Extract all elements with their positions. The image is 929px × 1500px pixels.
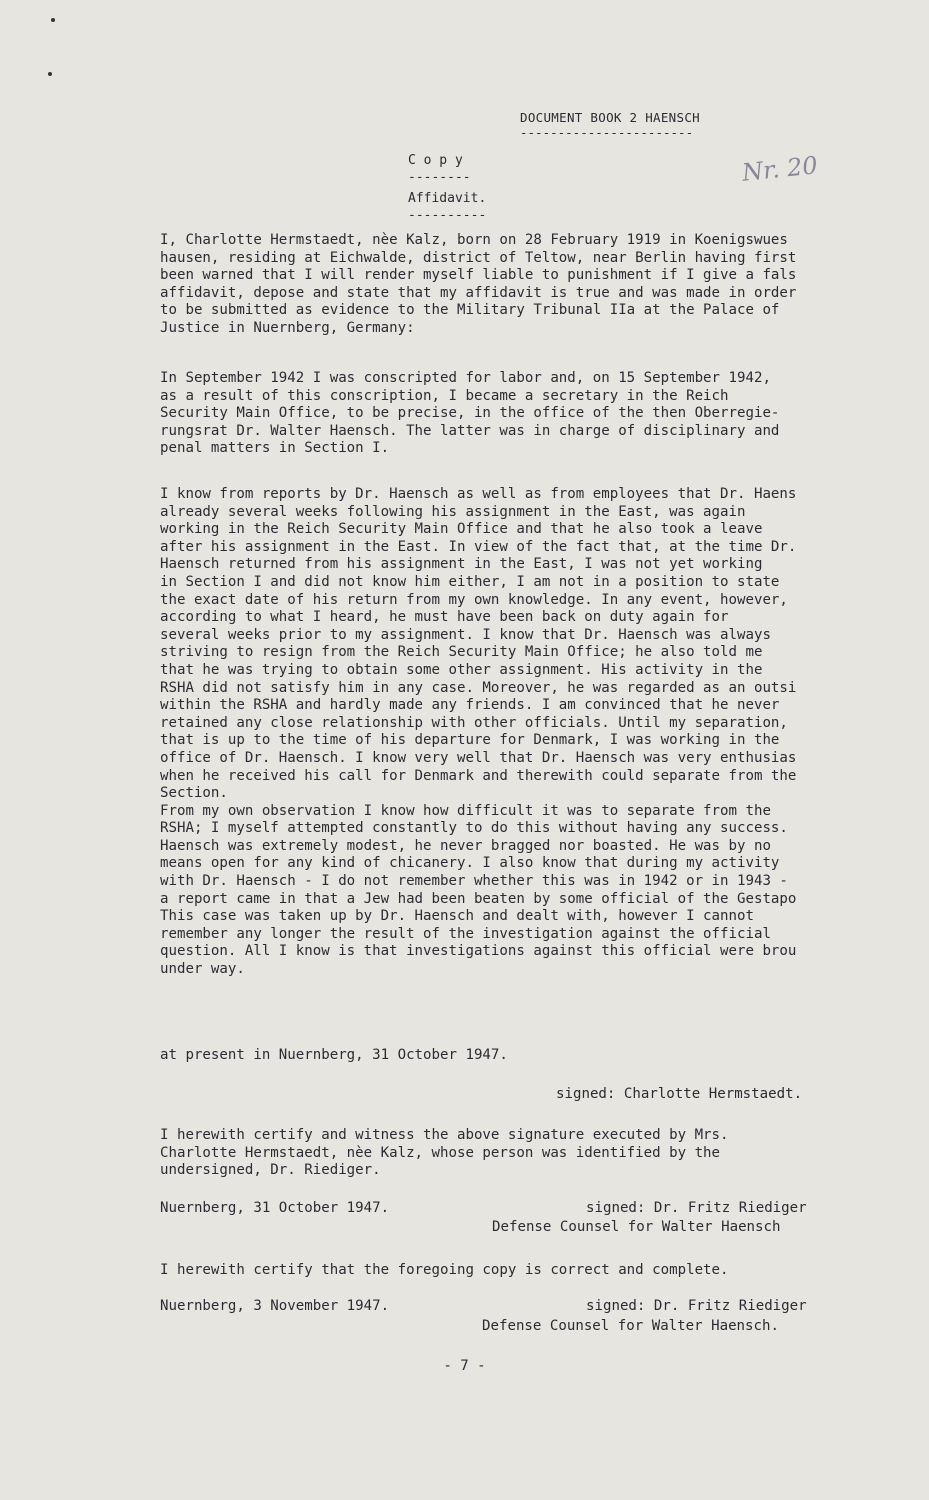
copy-date: Nuernberg, 3 November 1947. — [160, 1298, 390, 1314]
title-block — [408, 152, 486, 224]
page-number: - 7 - — [443, 1358, 486, 1374]
document-book-label: DOCUMENT BOOK 2 HAENSCH — [520, 110, 700, 125]
punch-mark — [48, 72, 52, 76]
signature-hermstaedt: signed: Charlotte Hermstaedt. — [556, 1086, 803, 1102]
certification-witness: I herewith certify and witness the above signature executed by Mrs. Charlotte Hermstaedt, nèe Kalz, whose person was identified by the undersigned, Dr. Riediger. — [160, 1127, 729, 1179]
certification-copy: I herewith certify that the foregoing copy is correct and complete. — [160, 1262, 729, 1278]
affidavit-title: Affidavit. — [408, 191, 487, 206]
defense-counsel-label-copy: Defense Counsel for Walter Haensch. — [482, 1318, 779, 1334]
copy-underline: -------- — [408, 170, 471, 185]
paragraph-conscription: In September 1942 I was conscripted for labor and, on 15 September 1942, as a result of this conscription, I became a secretary in the Reich Security Main Office, to be precise, in the office of the then Oberregie- rungsrat Dr. Walter Haensch. The latter was in charge of disciplinary and penal matters in Section I. — [160, 370, 780, 457]
defense-counsel-label: Defense Counsel for Walter Haensch — [492, 1219, 781, 1235]
header-underline: ----------------------- — [520, 125, 694, 140]
certification-date: Nuernberg, 31 October 1947. — [160, 1200, 390, 1216]
signature-riediger-copy: signed: Dr. Fritz Riediger — [586, 1298, 807, 1314]
affidavit-underline: ---------- — [408, 208, 487, 223]
punch-mark — [51, 18, 55, 22]
paragraph-identity: I, Charlotte Hermstaedt, nèe Kalz, born on 28 February 1919 in Koenigswues hausen, residing at Eichwalde, district of Teltow, near Berlin having first been warned that I will render myself liable to punishment if I give a fals affidavit, depose and state that my affidavit is true and was made in order to be submitted as evidence to the Military Tribunal IIa at the Palace of Justice in Nuernberg, Germany: — [160, 232, 797, 336]
handwritten-number: Nr. 20 — [740, 151, 819, 187]
place-date: at present in Nuernberg, 31 October 1947. — [160, 1047, 508, 1063]
paragraph-testimony: I know from reports by Dr. Haensch as well as from employees that Dr. Haens already several weeks following his assignment in the East, was again working in the Reich Security Main Office and that he also took a leave after his assignment in the East. In view of the fact that, at the time Dr. Haensch returned from his assignment in the East, I was not yet working in Section I and did not know him either, I am not in a position to state the exact date of his return from my own knowledge. In any event, however, according to what I heard, he must have been back on duty again for several weeks prior to my assignment. I know that Dr. Haensch was always striving to resign from the Reich Security Main Office; he also told me that he was trying to obtain some other assignment. His activity in the RSHA did not satisfy him in any case. Moreover, he was regarded as an outsi within the RSHA and hardly made any friends. I am convinced that he never retained any close relationship with other officials. Until my separation, that is up to the time of his departure for Denmark, I was working in the office of Dr. Haensch. I know very well that Dr. Haensch was very enthusias when he received his call for Denmark and therewith could separate from the Section. From my own observation I know how difficult it was to separate from the RSHA; I myself attempted constantly to do this without having any success. Haensch was extremely modest, he never bragged nor boasted. He was by no means open for any kind of chicanery. I also know that during my activity with Dr. Haensch - I do not remember whether this was in 1942 or in 1943 - a report came in that a Jew had been beaten by some official of the Gestapo This case was taken up by Dr. Haensch and dealt with, however I cannot remember any longer the result of the investigation against the official question. All I know is that investigations against this official were brou under way. — [160, 486, 797, 978]
document-header — [520, 110, 700, 140]
copy-title: C o p y — [408, 153, 463, 168]
signature-riediger: signed: Dr. Fritz Riediger — [586, 1200, 807, 1216]
